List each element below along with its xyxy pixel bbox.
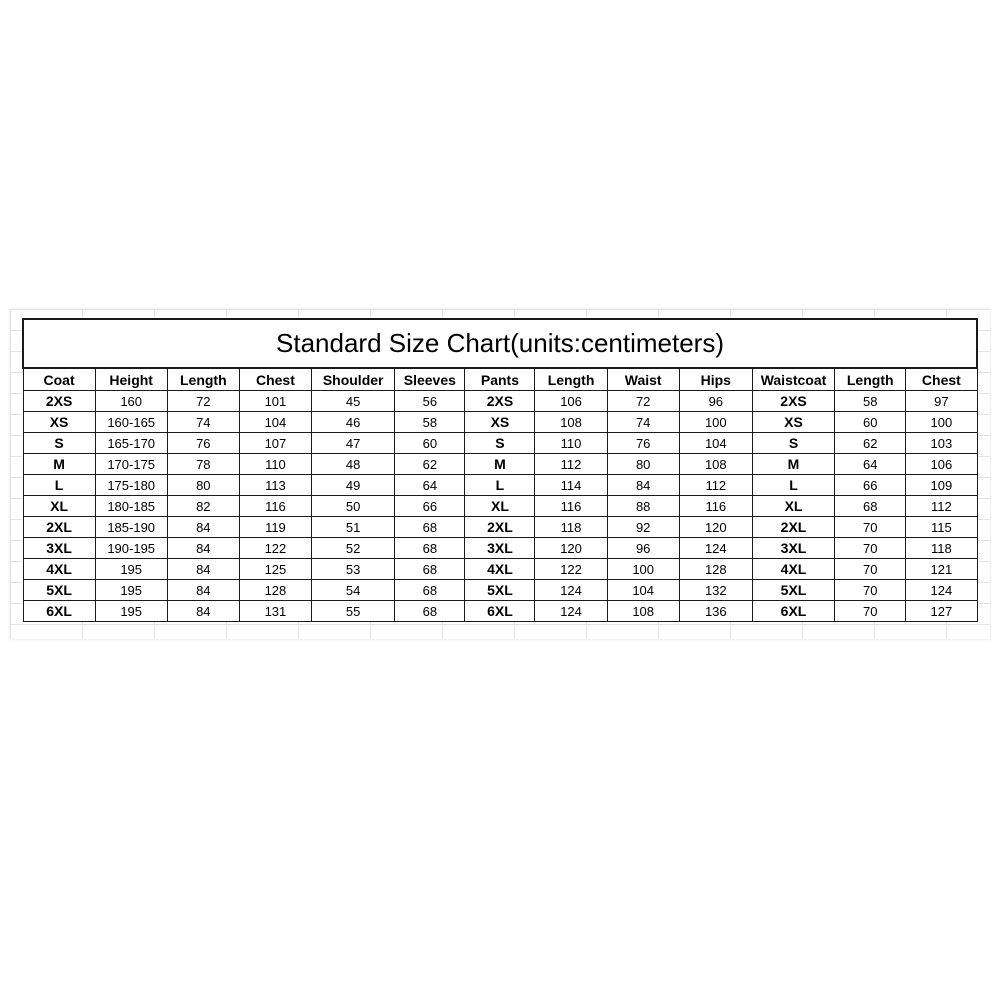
measurement-cell: 108 [679, 454, 752, 475]
measurement-cell: 100 [607, 559, 679, 580]
size-label-cell: 5XL [23, 580, 95, 601]
measurement-cell: 62 [395, 454, 465, 475]
measurement-cell: 132 [679, 580, 752, 601]
measurement-cell: 72 [167, 391, 239, 412]
column-header: Chest [906, 368, 977, 391]
size-label-cell: L [752, 475, 834, 496]
table-row [23, 559, 977, 580]
size-label-cell: S [752, 433, 834, 454]
table-body [23, 391, 977, 622]
size-label-cell: XL [23, 496, 95, 517]
measurement-cell: 53 [312, 559, 395, 580]
size-label-cell: 6XL [23, 601, 95, 622]
measurement-cell: 64 [395, 475, 465, 496]
size-label-cell: XL [465, 496, 535, 517]
column-header: Length [835, 368, 906, 391]
measurement-cell: 136 [679, 601, 752, 622]
table-row [23, 412, 977, 433]
measurement-cell: 66 [835, 475, 906, 496]
measurement-cell: 190-195 [95, 538, 167, 559]
size-label-cell: 2XS [23, 391, 95, 412]
size-label-cell: 6XL [752, 601, 834, 622]
measurement-cell: 92 [607, 517, 679, 538]
measurement-cell: 100 [906, 412, 977, 433]
measurement-cell: 56 [395, 391, 465, 412]
column-header: Chest [239, 368, 311, 391]
measurement-cell: 108 [607, 601, 679, 622]
measurement-cell: 108 [535, 412, 607, 433]
column-header: Hips [679, 368, 752, 391]
measurement-cell: 106 [906, 454, 977, 475]
measurement-cell: 109 [906, 475, 977, 496]
column-header: Length [167, 368, 239, 391]
column-header: Sleeves [395, 368, 465, 391]
size-label-cell: 4XL [23, 559, 95, 580]
measurement-cell: 110 [239, 454, 311, 475]
table-row [23, 433, 977, 454]
measurement-cell: 68 [395, 517, 465, 538]
measurement-cell: 195 [95, 559, 167, 580]
column-header: Shoulder [312, 368, 395, 391]
size-label-cell: 4XL [752, 559, 834, 580]
column-header: Waistcoat [752, 368, 834, 391]
size-label-cell: 2XL [23, 517, 95, 538]
size-label-cell: 5XL [752, 580, 834, 601]
measurement-cell: 51 [312, 517, 395, 538]
measurement-cell: 55 [312, 601, 395, 622]
measurement-cell: 58 [835, 391, 906, 412]
measurement-cell: 112 [679, 475, 752, 496]
measurement-cell: 66 [395, 496, 465, 517]
measurement-cell: 96 [607, 538, 679, 559]
size-label-cell: 2XL [752, 517, 834, 538]
measurement-cell: 131 [239, 601, 311, 622]
measurement-cell: 107 [239, 433, 311, 454]
size-label-cell: L [23, 475, 95, 496]
measurement-cell: 70 [835, 538, 906, 559]
size-label-cell: XS [23, 412, 95, 433]
size-label-cell: 2XL [465, 517, 535, 538]
measurement-cell: 84 [607, 475, 679, 496]
measurement-cell: 175-180 [95, 475, 167, 496]
measurement-cell: 118 [535, 517, 607, 538]
measurement-cell: 70 [835, 601, 906, 622]
table-row [23, 475, 977, 496]
measurement-cell: 118 [906, 538, 977, 559]
measurement-cell: 195 [95, 580, 167, 601]
measurement-cell: 120 [535, 538, 607, 559]
measurement-cell: 46 [312, 412, 395, 433]
measurement-cell: 110 [535, 433, 607, 454]
table-row [23, 391, 977, 412]
measurement-cell: 48 [312, 454, 395, 475]
measurement-cell: 64 [835, 454, 906, 475]
measurement-cell: 74 [607, 412, 679, 433]
measurement-cell: 106 [535, 391, 607, 412]
measurement-cell: 54 [312, 580, 395, 601]
measurement-cell: 122 [239, 538, 311, 559]
column-header: Height [95, 368, 167, 391]
column-header: Pants [465, 368, 535, 391]
measurement-cell: 128 [679, 559, 752, 580]
measurement-cell: 124 [535, 580, 607, 601]
measurement-cell: 116 [239, 496, 311, 517]
measurement-cell: 84 [167, 538, 239, 559]
measurement-cell: 101 [239, 391, 311, 412]
measurement-cell: 122 [535, 559, 607, 580]
measurement-cell: 103 [906, 433, 977, 454]
measurement-cell: 119 [239, 517, 311, 538]
measurement-cell: 160-165 [95, 412, 167, 433]
measurement-cell: 82 [167, 496, 239, 517]
size-chart-table [22, 318, 978, 622]
size-label-cell: S [465, 433, 535, 454]
measurement-cell: 125 [239, 559, 311, 580]
size-label-cell: 3XL [465, 538, 535, 559]
size-label-cell: L [465, 475, 535, 496]
measurement-cell: 120 [679, 517, 752, 538]
measurement-cell: 70 [835, 517, 906, 538]
measurement-cell: 128 [239, 580, 311, 601]
measurement-cell: 84 [167, 559, 239, 580]
measurement-cell: 127 [906, 601, 977, 622]
table-row [23, 454, 977, 475]
size-label-cell: 2XS [465, 391, 535, 412]
measurement-cell: 84 [167, 580, 239, 601]
measurement-cell: 115 [906, 517, 977, 538]
header-row [23, 368, 977, 391]
measurement-cell: 70 [835, 580, 906, 601]
measurement-cell: 60 [395, 433, 465, 454]
measurement-cell: 124 [679, 538, 752, 559]
table-row [23, 517, 977, 538]
measurement-cell: 74 [167, 412, 239, 433]
table-row [23, 496, 977, 517]
measurement-cell: 165-170 [95, 433, 167, 454]
measurement-cell: 195 [95, 601, 167, 622]
measurement-cell: 185-190 [95, 517, 167, 538]
measurement-cell: 104 [607, 580, 679, 601]
measurement-cell: 70 [835, 559, 906, 580]
size-label-cell: 4XL [465, 559, 535, 580]
measurement-cell: 160 [95, 391, 167, 412]
size-label-cell: 5XL [465, 580, 535, 601]
measurement-cell: 52 [312, 538, 395, 559]
measurement-cell: 124 [535, 601, 607, 622]
measurement-cell: 76 [167, 433, 239, 454]
size-label-cell: M [465, 454, 535, 475]
size-label-cell: S [23, 433, 95, 454]
measurement-cell: 76 [607, 433, 679, 454]
measurement-cell: 97 [906, 391, 977, 412]
size-label-cell: 3XL [23, 538, 95, 559]
measurement-cell: 68 [395, 601, 465, 622]
measurement-cell: 62 [835, 433, 906, 454]
size-label-cell: M [23, 454, 95, 475]
measurement-cell: 121 [906, 559, 977, 580]
measurement-cell: 78 [167, 454, 239, 475]
table-row [23, 601, 977, 622]
measurement-cell: 114 [535, 475, 607, 496]
measurement-cell: 116 [679, 496, 752, 517]
measurement-cell: 49 [312, 475, 395, 496]
measurement-cell: 47 [312, 433, 395, 454]
size-label-cell: 2XS [752, 391, 834, 412]
measurement-cell: 80 [607, 454, 679, 475]
table-row [23, 538, 977, 559]
measurement-cell: 84 [167, 517, 239, 538]
measurement-cell: 58 [395, 412, 465, 433]
measurement-cell: 180-185 [95, 496, 167, 517]
size-label-cell: 3XL [752, 538, 834, 559]
measurement-cell: 112 [906, 496, 977, 517]
measurement-cell: 45 [312, 391, 395, 412]
column-header: Length [535, 368, 607, 391]
measurement-cell: 96 [679, 391, 752, 412]
measurement-cell: 113 [239, 475, 311, 496]
measurement-cell: 124 [906, 580, 977, 601]
measurement-cell: 68 [395, 538, 465, 559]
measurement-cell: 112 [535, 454, 607, 475]
measurement-cell: 68 [835, 496, 906, 517]
table-row [23, 580, 977, 601]
size-label-cell: XL [752, 496, 834, 517]
column-header: Waist [607, 368, 679, 391]
measurement-cell: 88 [607, 496, 679, 517]
size-label-cell: XS [752, 412, 834, 433]
size-label-cell: 6XL [465, 601, 535, 622]
measurement-cell: 60 [835, 412, 906, 433]
column-header: Coat [23, 368, 95, 391]
chart-title: Standard Size Chart(units:centimeters) [23, 319, 977, 368]
measurement-cell: 80 [167, 475, 239, 496]
measurement-cell: 68 [395, 580, 465, 601]
measurement-cell: 50 [312, 496, 395, 517]
measurement-cell: 68 [395, 559, 465, 580]
size-label-cell: XS [465, 412, 535, 433]
measurement-cell: 170-175 [95, 454, 167, 475]
measurement-cell: 72 [607, 391, 679, 412]
measurement-cell: 104 [679, 433, 752, 454]
measurement-cell: 116 [535, 496, 607, 517]
measurement-cell: 104 [239, 412, 311, 433]
size-label-cell: M [752, 454, 834, 475]
measurement-cell: 100 [679, 412, 752, 433]
measurement-cell: 84 [167, 601, 239, 622]
